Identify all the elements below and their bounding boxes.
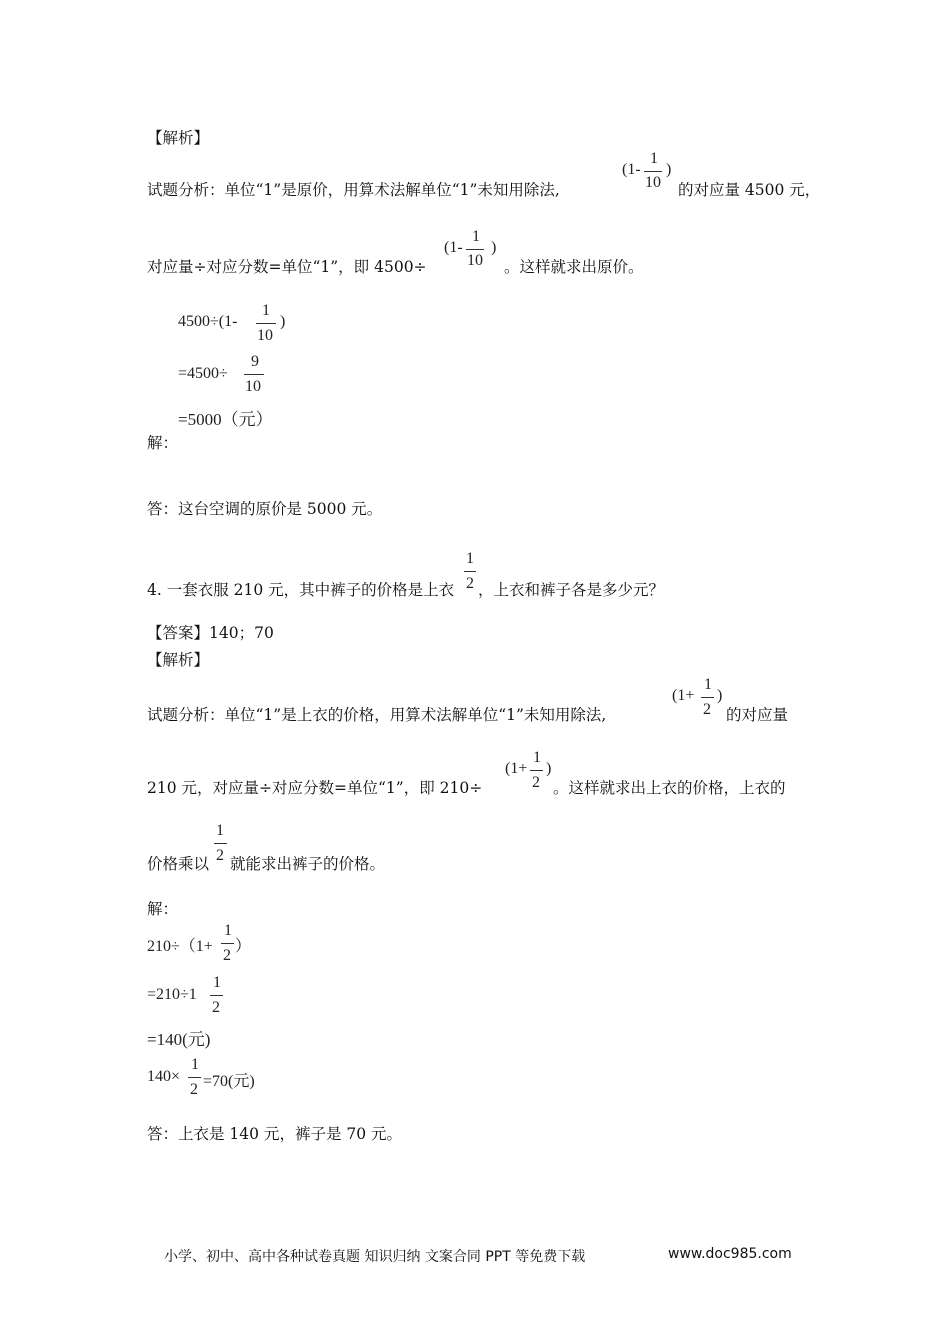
analysis-1-line2-b: 。这样就求出原价。	[504, 258, 644, 276]
question-4-a: 4. 一套衣服 210 元，其中裤子的价格是上衣	[147, 581, 455, 599]
fraction-half-q: 1 2	[466, 550, 474, 592]
calc-2-step4: 140× 1 2 =70(元)	[147, 1056, 255, 1098]
calc-2-step2: =210÷1 1 2	[147, 974, 221, 1016]
calc-1-step1: 4500÷(1- 1 10 )	[178, 302, 286, 344]
calc-1-step3: =5000（元）	[178, 410, 273, 429]
answer-1: 答：这台空调的原价是 5000 元。	[147, 500, 383, 518]
fraction-1-plus-half-a: (1+ 1 2 )	[672, 676, 723, 718]
calc-1-step2: =4500÷ 9 10	[178, 353, 278, 399]
calc-2-step3: =140(元)	[147, 1030, 211, 1049]
analysis-2-line1-a: 试题分析：单位“1”是上衣的价格，用算术法解单位“1”未知用除法,	[147, 706, 607, 724]
analysis-1-line1-a: 试题分析：单位“1”是原价，用算术法解单位“1”未知用除法,	[147, 181, 560, 199]
analysis-2-line3-b: 就能求出裤子的价格。	[230, 855, 386, 873]
fraction-half-c: 1 2	[212, 822, 230, 870]
jie-1: 解：	[147, 434, 179, 452]
footer-url[interactable]: www.doc985.com	[668, 1246, 792, 1262]
fraction-1-plus-half-b: (1+ 1 2 )	[505, 749, 552, 791]
answer-2: 答：上衣是 140 元，裤子是 70 元。	[147, 1125, 403, 1143]
analysis-2-line1-b: 的对应量	[726, 706, 789, 724]
heading-jiexi-1: 【解析】	[147, 129, 210, 147]
analysis-2-line3-a: 价格乘以	[147, 855, 210, 873]
calc-2-step1: 210÷（1+ 1 2 ）	[147, 922, 252, 964]
answer-key-2: 【答案】140；70	[147, 624, 274, 642]
question-4-b: ，上衣和裤子各是多少元？	[478, 581, 665, 599]
fraction-1-minus-1-10-a: (1- 1 10 )	[622, 150, 672, 191]
jie-2: 解：	[147, 900, 179, 918]
heading-jiexi-2: 【解析】	[147, 651, 210, 669]
analysis-2-line2-b: 。这样就求出上衣的价格，上衣的	[553, 779, 786, 797]
footer-text: 小学、初中、高中各种试卷真题 知识归纳 文案合同 PPT 等免费下载	[164, 1249, 586, 1265]
analysis-1-line1-b: 的对应量 4500 元，	[678, 181, 821, 199]
analysis-1-line2-a: 对应量÷对应分数=单位“1”，即 4500÷	[147, 258, 427, 276]
analysis-2-line2-a: 210 元，对应量÷对应分数=单位“1”，即 210÷	[147, 779, 483, 797]
fraction-1-minus-1-10-b: (1- 1 10 )	[444, 228, 497, 269]
